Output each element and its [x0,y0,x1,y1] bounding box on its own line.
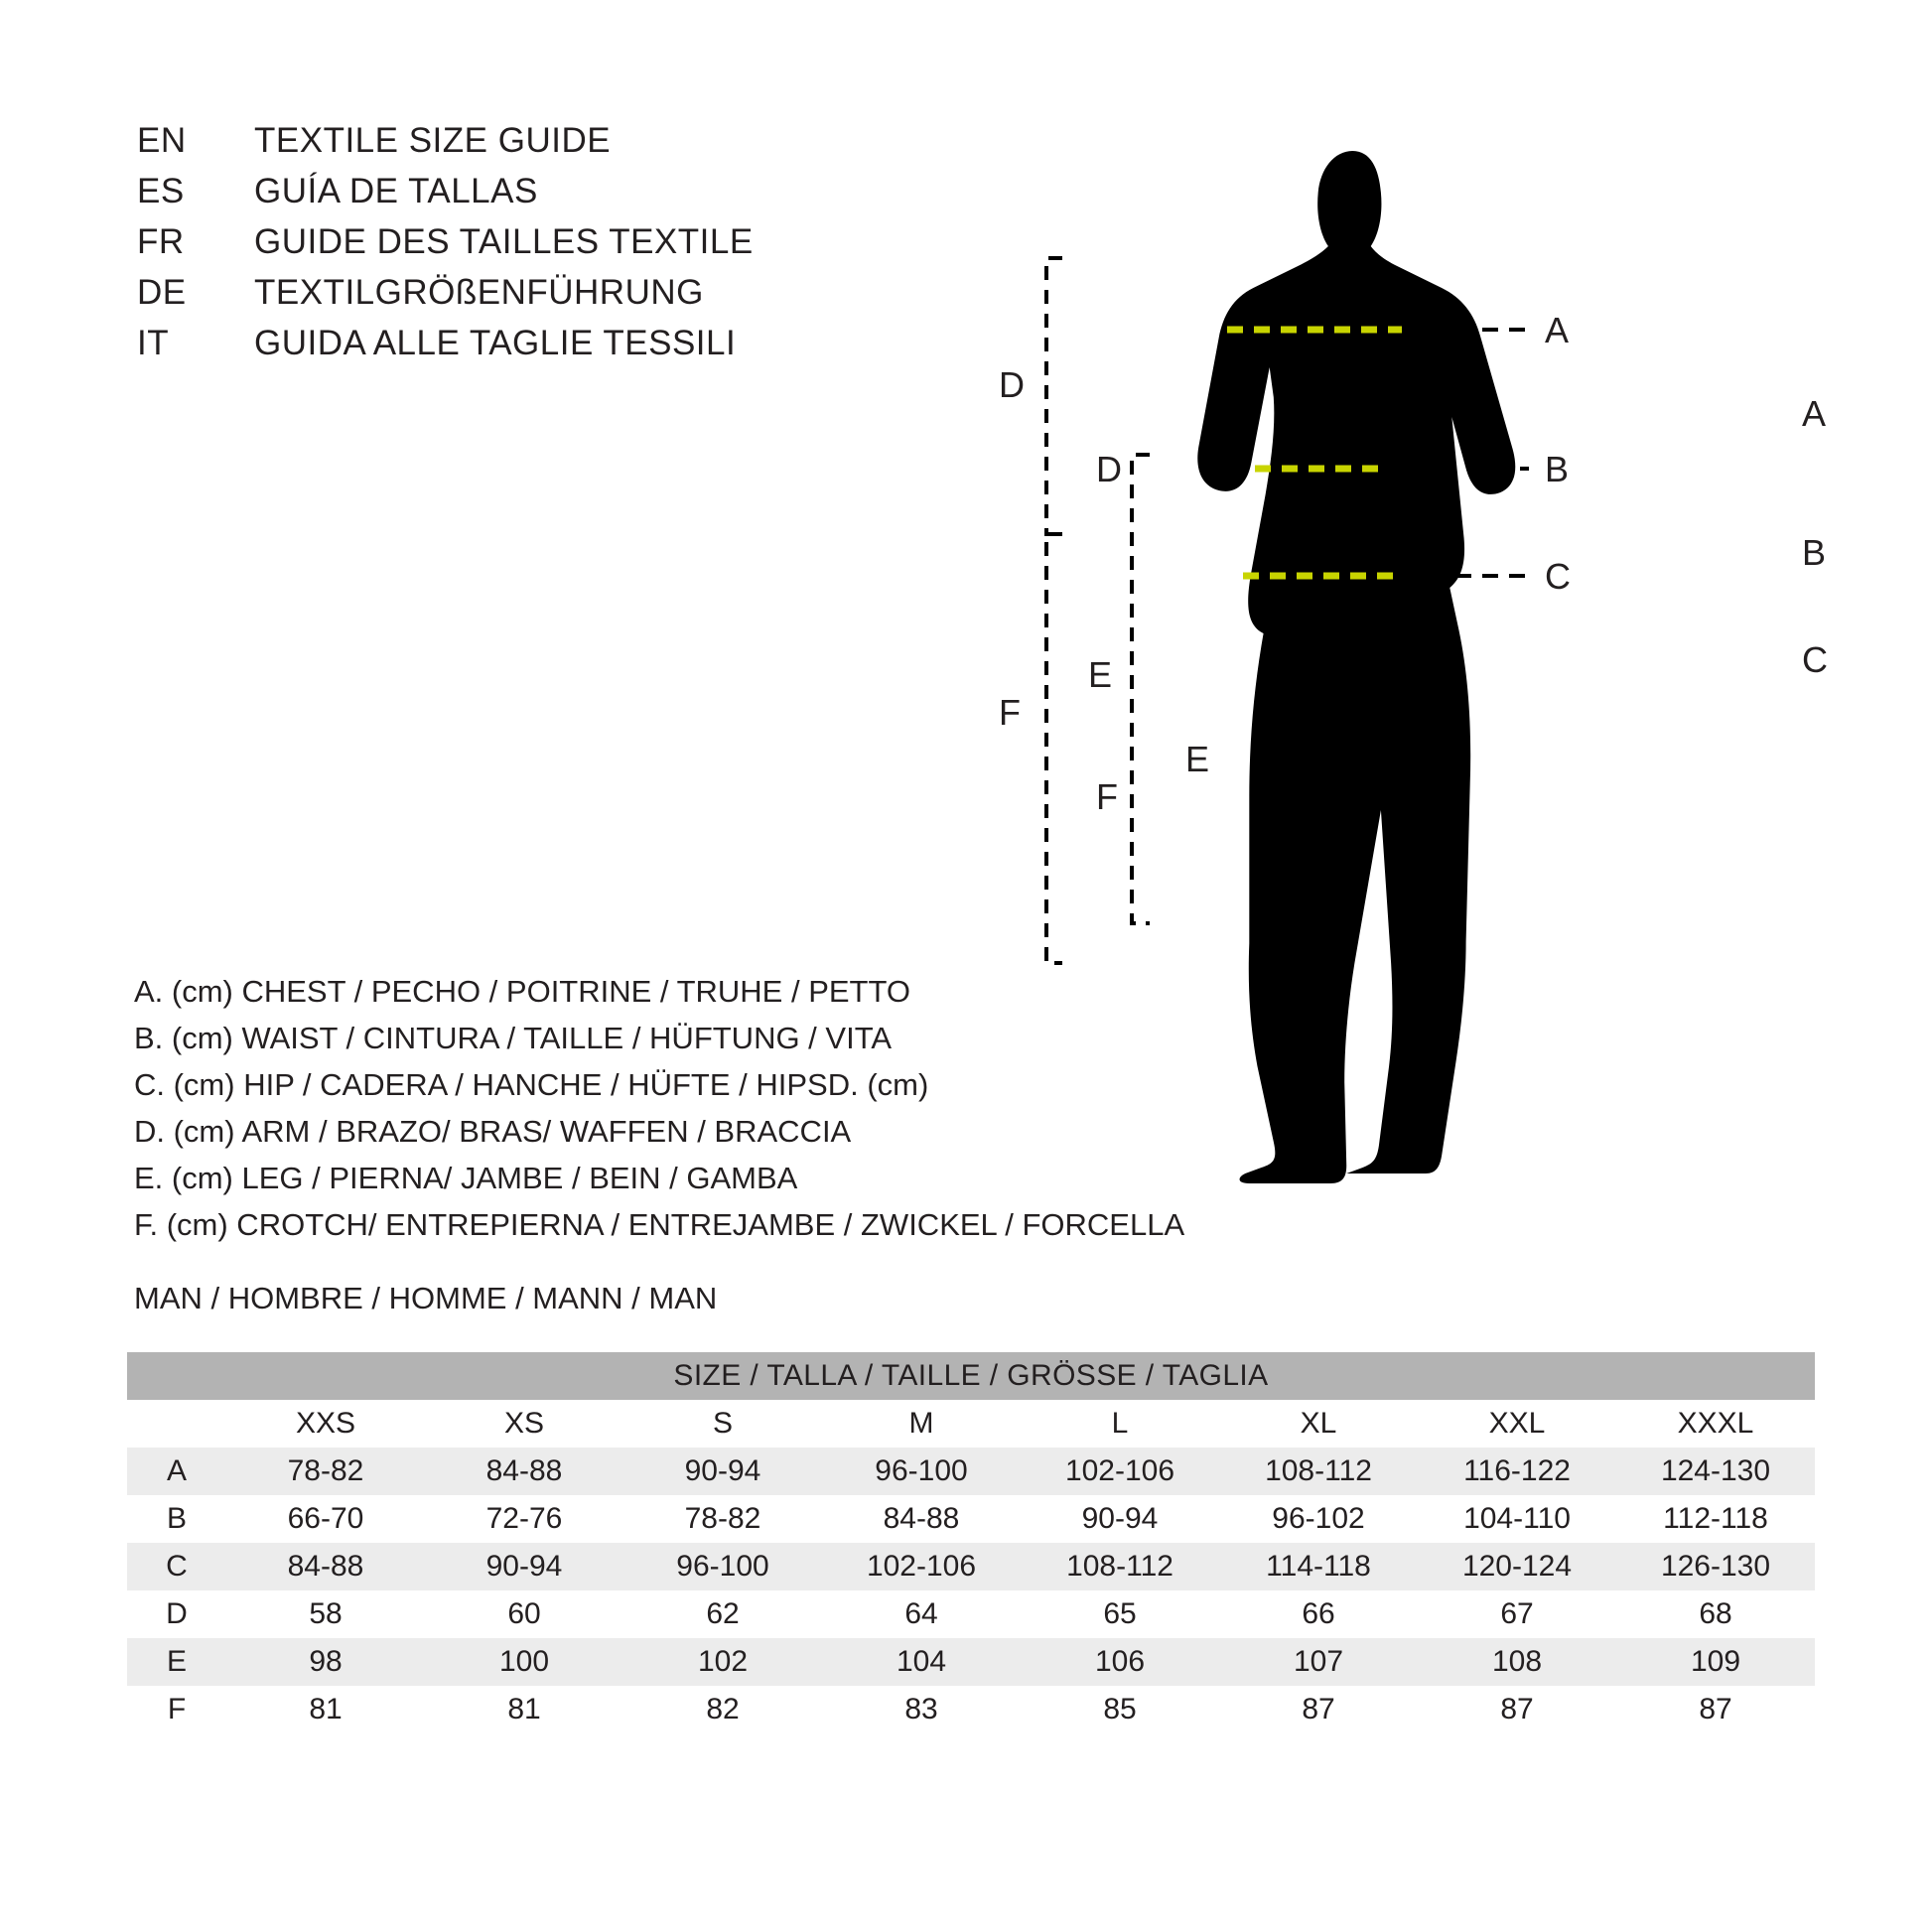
table-cell: 108-112 [1219,1448,1418,1495]
crotch-bracket [1046,534,1062,963]
size-table-wrapper [127,1352,1815,1733]
table-cell: 102-106 [822,1543,1021,1590]
table-cell: 108 [1418,1638,1616,1686]
table-cell: 83 [822,1686,1021,1733]
leg-bracket [1132,455,1150,923]
label-e: E [1088,654,1113,695]
language-row [137,121,931,172]
label-d: D [999,364,1025,405]
table-cell: 67 [1418,1590,1616,1638]
table-cell: 65 [1021,1590,1219,1638]
table-cell: 108-112 [1021,1543,1219,1590]
column-header: XXL [1418,1400,1616,1448]
table-cell: 104 [822,1638,1021,1686]
table-cell: 78-82 [623,1495,822,1543]
table-cell: 82 [623,1686,822,1733]
table-cell: 106 [1021,1638,1219,1686]
table-row [127,1495,1815,1543]
language-code: ES [137,172,185,210]
table-row [127,1686,1815,1733]
legend-item: C. (cm) HIP / CADERA / HANCHE / HÜFTE / HIPSD. (cm) [134,1067,929,1102]
language-title: TEXTILE SIZE GUIDE [254,121,612,160]
table-cell: 62 [623,1590,822,1638]
table-row [127,1638,1815,1686]
table-cell: 68 [1616,1590,1815,1638]
column-header: M [822,1400,1021,1448]
corner-cell [127,1400,226,1448]
label-f: F [999,692,1021,733]
gender-note: MAN / HOMBRE / HOMME / MANN / MAN [134,1281,718,1315]
table-cell: 58 [226,1590,425,1638]
table-cell: 102-106 [1021,1448,1219,1495]
table-cell: 90-94 [1021,1495,1219,1543]
column-header: XL [1219,1400,1418,1448]
table-header-row [127,1400,1815,1448]
table-cell: 112-118 [1616,1495,1815,1543]
label-a: A [1545,310,1570,350]
table-cell: 66 [1219,1590,1418,1638]
column-header: L [1021,1400,1219,1448]
column-header: XS [425,1400,623,1448]
legend-item: E. (cm) LEG / PIERNA/ JAMBE / BEIN / GAMBA [134,1161,798,1195]
table-cell: 102 [623,1638,822,1686]
table-cell: 109 [1616,1638,1815,1686]
column-header: XXXL [1616,1400,1815,1448]
row-label: E [127,1638,226,1686]
table-cell: 96-100 [623,1543,822,1590]
row-label: B [127,1495,226,1543]
legend-item: A. (cm) CHEST / PECHO / POITRINE / TRUHE / PETTO [134,974,910,1009]
label-c: C [1545,556,1571,597]
table-cell: 96-102 [1219,1495,1418,1543]
table-cell: 104-110 [1418,1495,1616,1543]
table-cell: 81 [425,1686,623,1733]
language-row [137,172,931,222]
legend-item: F. (cm) CROTCH/ ENTREPIERNA / ENTREJAMBE / ZWICKEL / FORCELLA [134,1207,1185,1242]
table-cell: 72-76 [425,1495,623,1543]
row-label: D [127,1590,226,1638]
language-code: FR [137,222,185,261]
table-cell: 78-82 [226,1448,425,1495]
arm-bracket [1046,258,1062,534]
table-row [127,1448,1815,1495]
table-cell: 126-130 [1616,1543,1815,1590]
label-b: B [1545,449,1570,489]
diagram-label-f: F [1096,776,1118,817]
table-cell: 85 [1021,1686,1219,1733]
diagram-label-d: D [1096,449,1122,489]
language-row [137,324,931,374]
table-row [127,1543,1815,1590]
row-label: F [127,1686,226,1733]
table-cell: 98 [226,1638,425,1686]
table-cell: 100 [425,1638,623,1686]
table-cell: 81 [226,1686,425,1733]
table-cell: 87 [1219,1686,1418,1733]
table-cell: 84-88 [425,1448,623,1495]
table-cell: 114-118 [1219,1543,1418,1590]
diagram-label-e: E [1185,739,1210,779]
table-cell: 64 [822,1590,1021,1638]
table-cell: 120-124 [1418,1543,1616,1590]
male-silhouette-icon [1197,151,1515,1183]
language-code: DE [137,273,187,312]
table-cell: 90-94 [623,1448,822,1495]
table-cell: 107 [1219,1638,1418,1686]
table-row [127,1590,1815,1638]
table-cell: 60 [425,1590,623,1638]
language-code: IT [137,324,170,362]
language-title: GUIDE DES TAILLES TEXTILE [254,222,754,261]
language-code: EN [137,121,187,160]
column-header: S [623,1400,822,1448]
diagram-label-a: A [1802,393,1827,434]
table-cell: 66-70 [226,1495,425,1543]
table-cell: 84-88 [226,1543,425,1590]
table-cell: 87 [1616,1686,1815,1733]
diagram-label-b: B [1802,532,1827,573]
body-measurement-diagram [999,89,1847,1211]
language-title: GUÍA DE TALLAS [254,172,538,210]
language-title: GUIDA ALLE TAGLIE TESSILI [254,324,737,362]
row-label: A [127,1448,226,1495]
size-table-title: SIZE / TALLA / TAILLE / GRÖSSE / TAGLIA [127,1352,1815,1400]
column-header: XXS [226,1400,425,1448]
language-row [137,273,931,324]
table-title-row [127,1352,1815,1400]
table-cell: 124-130 [1616,1448,1815,1495]
table-cell: 116-122 [1418,1448,1616,1495]
language-title-block [137,121,931,374]
size-table [127,1352,1815,1733]
row-label: C [127,1543,226,1590]
table-cell: 84-88 [822,1495,1021,1543]
table-cell: 90-94 [425,1543,623,1590]
language-title: TEXTILGRÖßENFÜHRUNG [254,273,704,312]
table-cell: 87 [1418,1686,1616,1733]
legend-item: D. (cm) ARM / BRAZO/ BRAS/ WAFFEN / BRACCIA [134,1114,852,1149]
language-row [137,222,931,273]
diagram-label-c: C [1802,639,1828,680]
legend-item: B. (cm) WAIST / CINTURA / TAILLE / HÜFTUNG / VITA [134,1021,893,1055]
table-cell: 96-100 [822,1448,1021,1495]
